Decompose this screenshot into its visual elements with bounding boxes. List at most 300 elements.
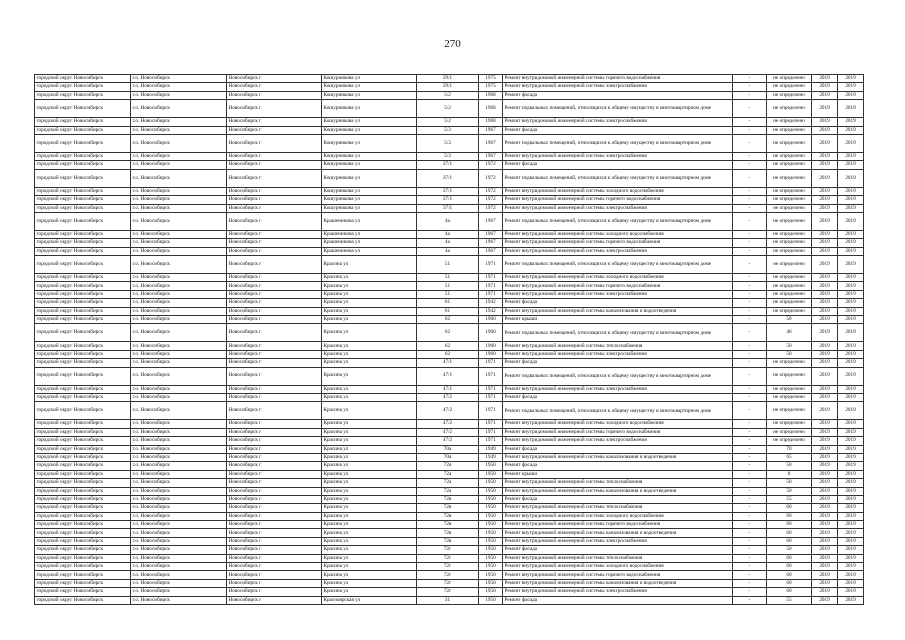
year-end-cell: 2019	[838, 546, 864, 554]
year-end-cell: 2019	[838, 512, 864, 520]
house-number-cell: 31	[417, 596, 479, 604]
table-row	[35, 75, 864, 83]
table-row	[35, 554, 864, 562]
street-cell: Красина ул	[322, 588, 417, 596]
year-start-cell: 2019	[812, 420, 838, 428]
work-type-cell: Ремонт фасада	[503, 91, 733, 99]
build-year-cell: 1971	[479, 393, 503, 401]
year-start-cell: 2019	[812, 134, 838, 152]
municipality-cell: г.о. Новосибирск	[131, 212, 227, 230]
year-start-cell: 2019	[812, 316, 838, 324]
municipality-cell: г.о. Новосибирск	[131, 247, 227, 255]
settlement-cell: Новосибирск г	[227, 282, 322, 290]
house-number-cell: 72г	[417, 554, 479, 562]
street-cell: Кошурникова ул	[322, 118, 417, 126]
table-row	[35, 385, 864, 393]
dash-cell: -	[733, 453, 767, 461]
work-type-cell: Ремонт внутридомовой инженерной системы горячего водоснабжения	[503, 282, 733, 290]
table-row	[35, 204, 864, 212]
city-district-cell: городской округ Новосибирск	[35, 75, 131, 83]
table-row	[35, 324, 864, 342]
year-end-cell: 2019	[838, 152, 864, 160]
year-start-cell: 2019	[812, 487, 838, 495]
year-start-cell: 2019	[812, 100, 838, 118]
year-end-cell: 2019	[838, 487, 864, 495]
year-end-cell: 2019	[838, 126, 864, 134]
settlement-cell: Новосибирск г	[227, 134, 322, 152]
municipality-cell: г.о. Новосибирск	[131, 230, 227, 238]
page-number: 270	[444, 38, 461, 50]
dash-cell: -	[733, 385, 767, 393]
dash-cell: -	[733, 579, 767, 587]
year-end-cell: 2019	[838, 428, 864, 436]
city-district-cell: городской округ Новосибирск	[35, 537, 131, 545]
municipality-cell: г.о. Новосибирск	[131, 571, 227, 579]
build-year-cell: 1950	[479, 479, 503, 487]
value-cell: не определено	[767, 100, 812, 118]
dash-cell: -	[733, 212, 767, 230]
value-cell: не определено	[767, 152, 812, 160]
municipality-cell: г.о. Новосибирск	[131, 588, 227, 596]
table-row	[35, 487, 864, 495]
city-district-cell: городской округ Новосибирск	[35, 521, 131, 529]
year-start-cell: 2019	[812, 161, 838, 169]
year-start-cell: 2019	[812, 187, 838, 195]
house-number-cell: 72а	[417, 479, 479, 487]
municipality-cell: г.о. Новосибирск	[131, 537, 227, 545]
house-number-cell: 62	[417, 324, 479, 342]
municipality-cell: г.о. Новосибирск	[131, 134, 227, 152]
city-district-cell: городской округ Новосибирск	[35, 445, 131, 453]
value-cell: не определено	[767, 169, 812, 187]
year-start-cell: 2019	[812, 359, 838, 367]
work-type-cell: Ремонт внутридомовой инженерной системы теплоснабжения	[503, 342, 733, 350]
street-cell: Крашенинова ул	[322, 239, 417, 247]
work-type-cell: Ремонт внутридомовой инженерной системы горячего водоснабжения	[503, 571, 733, 579]
year-start-cell: 2019	[812, 83, 838, 91]
work-type-cell: Ремонт фасада	[503, 445, 733, 453]
house-number-cell: 47/2	[417, 402, 479, 420]
value-cell: 60	[767, 537, 812, 545]
municipality-cell: г.о. Новосибирск	[131, 470, 227, 478]
value-cell: 55	[767, 495, 812, 503]
street-cell: Красина ул	[322, 420, 417, 428]
settlement-cell: Новосибирск г	[227, 204, 322, 212]
work-type-cell: Ремонт внутридомовой инженерной системы электроснабжения	[503, 118, 733, 126]
street-cell: Кошурникова ул	[322, 134, 417, 152]
value-cell: 50	[767, 462, 812, 470]
value-cell: не определено	[767, 91, 812, 99]
house-number-cell: 5/2	[417, 100, 479, 118]
dash-cell: -	[733, 196, 767, 204]
year-end-cell: 2019	[838, 342, 864, 350]
table-row	[35, 462, 864, 470]
settlement-cell: Новосибирск г	[227, 152, 322, 160]
dash-cell: -	[733, 512, 767, 520]
work-type-cell: Ремонт внутридомовой инженерной системы электроснабжения	[503, 204, 733, 212]
work-type-cell: Ремонт внутридомовой инженерной системы холодного водоснабжения	[503, 274, 733, 282]
work-type-cell: Ремонт подвальных помещений, относящихся к общему имуществу в многоквартирном доме	[503, 324, 733, 342]
table-row	[35, 91, 864, 99]
year-end-cell: 2019	[838, 161, 864, 169]
city-district-cell: городской округ Новосибирск	[35, 91, 131, 99]
work-type-cell: Ремонт подвальных помещений, относящихся к общему имуществу в многоквартирном доме	[503, 169, 733, 187]
dash-cell: -	[733, 83, 767, 91]
dash-cell: -	[733, 596, 767, 604]
settlement-cell: Новосибирск г	[227, 529, 322, 537]
settlement-cell: Новосибирск г	[227, 537, 322, 545]
house-number-cell: 72г	[417, 563, 479, 571]
year-start-cell: 2019	[812, 470, 838, 478]
street-cell: Красина ул	[322, 504, 417, 512]
table-row	[35, 571, 864, 579]
municipality-cell: г.о. Новосибирск	[131, 487, 227, 495]
year-start-cell: 2019	[812, 91, 838, 99]
value-cell: 60	[767, 554, 812, 562]
dash-cell: -	[733, 529, 767, 537]
year-end-cell: 2019	[838, 579, 864, 587]
year-end-cell: 2019	[838, 212, 864, 230]
dash-cell: -	[733, 350, 767, 358]
table-row	[35, 126, 864, 134]
city-district-cell: городской округ Новосибирск	[35, 274, 131, 282]
dash-cell: -	[733, 161, 767, 169]
street-cell: Красина ул	[322, 512, 417, 520]
year-end-cell: 2019	[838, 521, 864, 529]
house-number-cell: 72г	[417, 588, 479, 596]
street-cell: Красина ул	[322, 529, 417, 537]
municipality-cell: г.о. Новосибирск	[131, 385, 227, 393]
municipality-cell: г.о. Новосибирск	[131, 529, 227, 537]
dash-cell: -	[733, 324, 767, 342]
house-number-cell: 47/1	[417, 367, 479, 385]
dash-cell: -	[733, 274, 767, 282]
build-year-cell: 1960	[479, 342, 503, 350]
value-cell: не определено	[767, 428, 812, 436]
value-cell: 50	[767, 350, 812, 358]
settlement-cell: Новосибирск г	[227, 230, 322, 238]
city-district-cell: городской округ Новосибирск	[35, 204, 131, 212]
street-cell: Красина ул	[322, 521, 417, 529]
street-cell: Красина ул	[322, 495, 417, 503]
build-year-cell: 1950	[479, 487, 503, 495]
build-year-cell: 1971	[479, 290, 503, 298]
build-year-cell: 1950	[479, 504, 503, 512]
street-cell: Кошурникова ул	[322, 204, 417, 212]
work-type-cell: Ремонт внутридомовой инженерной системы электроснабжения	[503, 152, 733, 160]
city-district-cell: городской округ Новосибирск	[35, 152, 131, 160]
dash-cell: -	[733, 247, 767, 255]
dash-cell: -	[733, 134, 767, 152]
build-year-cell: 1950	[479, 596, 503, 604]
value-cell: не определено	[767, 230, 812, 238]
build-year-cell: 1949	[479, 453, 503, 461]
settlement-cell: Новосибирск г	[227, 579, 322, 587]
value-cell: 50	[767, 487, 812, 495]
build-year-cell: 1971	[479, 402, 503, 420]
house-number-cell: 62	[417, 342, 479, 350]
table-row	[35, 402, 864, 420]
settlement-cell: Новосибирск г	[227, 420, 322, 428]
street-cell: Красина ул	[322, 274, 417, 282]
dash-cell: -	[733, 479, 767, 487]
year-end-cell: 2019	[838, 274, 864, 282]
year-start-cell: 2019	[812, 118, 838, 126]
table-row	[35, 274, 864, 282]
year-start-cell: 2019	[812, 529, 838, 537]
value-cell: 46	[767, 324, 812, 342]
house-number-cell: 5/2	[417, 91, 479, 99]
dash-cell: -	[733, 393, 767, 401]
year-start-cell: 2019	[812, 212, 838, 230]
work-type-cell: Ремонт внутридомовой инженерной системы холодного водоснабжения	[503, 187, 733, 195]
work-type-cell: Ремонт внутридомовой инженерной системы холодного водоснабжения	[503, 512, 733, 520]
dash-cell: -	[733, 230, 767, 238]
house-number-cell: 51	[417, 290, 479, 298]
work-type-cell: Ремонт внутридомовой инженерной системы холодного водоснабжения	[503, 230, 733, 238]
year-end-cell: 2019	[838, 445, 864, 453]
value-cell: не определено	[767, 437, 812, 445]
year-start-cell: 2019	[812, 239, 838, 247]
work-type-cell: Ремонт внутридомовой инженерной системы электроснабжения	[503, 537, 733, 545]
dash-cell: -	[733, 563, 767, 571]
work-type-cell: Ремонт внутридомовой инженерной системы теплоснабжения	[503, 479, 733, 487]
year-start-cell: 2019	[812, 247, 838, 255]
table-row	[35, 187, 864, 195]
settlement-cell: Новосибирск г	[227, 212, 322, 230]
year-end-cell: 2019	[838, 350, 864, 358]
year-start-cell: 2019	[812, 563, 838, 571]
value-cell: не определено	[767, 75, 812, 83]
year-end-cell: 2019	[838, 529, 864, 537]
city-district-cell: городской округ Новосибирск	[35, 470, 131, 478]
table-row	[35, 453, 864, 461]
street-cell: Кошурникова ул	[322, 83, 417, 91]
work-type-cell: Ремонт внутридомовой инженерной системы канализования и водоотведения	[503, 487, 733, 495]
settlement-cell: Новосибирск г	[227, 274, 322, 282]
dash-cell: -	[733, 118, 767, 126]
work-type-cell: Ремонт крыши	[503, 470, 733, 478]
value-cell: 60	[767, 588, 812, 596]
work-type-cell: Ремонт внутридомовой инженерной системы холодного водоснабжения	[503, 563, 733, 571]
settlement-cell: Новосибирск г	[227, 428, 322, 436]
house-number-cell: 37/1	[417, 187, 479, 195]
street-cell: Кошурникова ул	[322, 75, 417, 83]
city-district-cell: городской округ Новосибирск	[35, 563, 131, 571]
street-cell: Кошурникова ул	[322, 187, 417, 195]
dash-cell: -	[733, 100, 767, 118]
year-end-cell: 2019	[838, 91, 864, 99]
build-year-cell: 1950	[479, 521, 503, 529]
dash-cell: -	[733, 316, 767, 324]
city-district-cell: городской округ Новосибирск	[35, 495, 131, 503]
municipality-cell: г.о. Новосибирск	[131, 428, 227, 436]
municipality-cell: г.о. Новосибирск	[131, 256, 227, 274]
house-number-cell: 72в	[417, 495, 479, 503]
city-district-cell: городской округ Новосибирск	[35, 100, 131, 118]
table-row	[35, 470, 864, 478]
settlement-cell: Новосибирск г	[227, 470, 322, 478]
build-year-cell: 1975	[479, 83, 503, 91]
dash-cell: -	[733, 367, 767, 385]
value-cell: не определено	[767, 256, 812, 274]
street-cell: Красина ул	[322, 290, 417, 298]
value-cell: не определено	[767, 367, 812, 385]
work-type-cell: Ремонт фасада	[503, 495, 733, 503]
table-body	[35, 75, 864, 605]
city-district-cell: городской округ Новосибирск	[35, 350, 131, 358]
year-end-cell: 2019	[838, 204, 864, 212]
table-row	[35, 239, 864, 247]
city-district-cell: городской округ Новосибирск	[35, 402, 131, 420]
municipality-cell: г.о. Новосибирск	[131, 169, 227, 187]
house-number-cell: 61	[417, 299, 479, 307]
street-cell: Кошурникова ул	[322, 91, 417, 99]
street-cell: Красина ул	[322, 537, 417, 545]
city-district-cell: городской округ Новосибирск	[35, 316, 131, 324]
value-cell: не определено	[767, 196, 812, 204]
year-start-cell: 2019	[812, 579, 838, 587]
table-row	[35, 290, 864, 298]
year-end-cell: 2019	[838, 307, 864, 315]
work-type-cell: Ремонт фасада	[503, 161, 733, 169]
year-start-cell: 2019	[812, 342, 838, 350]
work-type-cell: Ремонт подвальных помещений, относящихся к общему имуществу в многоквартирном доме	[503, 367, 733, 385]
city-district-cell: городской округ Новосибирск	[35, 324, 131, 342]
dash-cell: -	[733, 126, 767, 134]
work-type-cell: Ремонт внутридомовой инженерной системы канализования и водоотведения	[503, 579, 733, 587]
street-cell: Красина ул	[322, 367, 417, 385]
dash-cell: -	[733, 359, 767, 367]
dash-cell: -	[733, 152, 767, 160]
street-cell: Красина ул	[322, 307, 417, 315]
year-end-cell: 2019	[838, 563, 864, 571]
house-number-cell: 4а	[417, 239, 479, 247]
year-end-cell: 2019	[838, 118, 864, 126]
street-cell: Красина ул	[322, 479, 417, 487]
year-end-cell: 2019	[838, 324, 864, 342]
municipality-cell: г.о. Новосибирск	[131, 316, 227, 324]
settlement-cell: Новосибирск г	[227, 350, 322, 358]
street-cell: Красина ул	[322, 487, 417, 495]
municipality-cell: г.о. Новосибирск	[131, 239, 227, 247]
work-type-cell: Ремонт внутридомовой инженерной системы электроснабжения	[503, 437, 733, 445]
year-start-cell: 2019	[812, 274, 838, 282]
build-year-cell: 1967	[479, 239, 503, 247]
street-cell: Кошурникова ул	[322, 196, 417, 204]
settlement-cell: Новосибирск г	[227, 367, 322, 385]
table-row	[35, 100, 864, 118]
value-cell: 60	[767, 571, 812, 579]
city-district-cell: городской округ Новосибирск	[35, 579, 131, 587]
year-start-cell: 2019	[812, 521, 838, 529]
municipality-cell: г.о. Новосибирск	[131, 91, 227, 99]
year-start-cell: 2019	[812, 546, 838, 554]
year-end-cell: 2019	[838, 230, 864, 238]
city-district-cell: городской округ Новосибирск	[35, 479, 131, 487]
city-district-cell: городской округ Новосибирск	[35, 596, 131, 604]
year-end-cell: 2019	[838, 75, 864, 83]
year-end-cell: 2019	[838, 290, 864, 298]
table-row	[35, 521, 864, 529]
year-start-cell: 2019	[812, 290, 838, 298]
build-year-cell: 1967	[479, 152, 503, 160]
settlement-cell: Новосибирск г	[227, 324, 322, 342]
build-year-cell: 1950	[479, 495, 503, 503]
street-cell: Кошурникова ул	[322, 152, 417, 160]
work-type-cell: Ремонт фасада	[503, 126, 733, 134]
house-number-cell: 72а	[417, 487, 479, 495]
value-cell: 60	[767, 529, 812, 537]
table-row	[35, 495, 864, 503]
settlement-cell: Новосибирск г	[227, 571, 322, 579]
house-number-cell: 47/2	[417, 437, 479, 445]
year-end-cell: 2019	[838, 437, 864, 445]
year-start-cell: 2019	[812, 152, 838, 160]
settlement-cell: Новосибирск г	[227, 169, 322, 187]
house-number-cell: 5/2	[417, 118, 479, 126]
dash-cell: -	[733, 470, 767, 478]
table-row	[35, 579, 864, 587]
dash-cell: -	[733, 554, 767, 562]
house-number-cell: 72а	[417, 470, 479, 478]
city-district-cell: городской округ Новосибирск	[35, 428, 131, 436]
year-start-cell: 2019	[812, 126, 838, 134]
municipality-cell: г.о. Новосибирск	[131, 420, 227, 428]
house-number-cell: 62	[417, 316, 479, 324]
city-district-cell: городской округ Новосибирск	[35, 169, 131, 187]
work-type-cell: Ремонт подвальных помещений, относящихся к общему имуществу в многоквартирном доме	[503, 212, 733, 230]
municipality-cell: г.о. Новосибирск	[131, 342, 227, 350]
year-start-cell: 2019	[812, 428, 838, 436]
house-number-cell: 72в	[417, 521, 479, 529]
year-start-cell: 2019	[812, 204, 838, 212]
work-type-cell: Ремонт подвальных помещений, относящихся к общему имуществу в многоквартирном доме	[503, 256, 733, 274]
municipality-cell: г.о. Новосибирск	[131, 359, 227, 367]
build-year-cell: 1972	[479, 187, 503, 195]
house-number-cell: 72г	[417, 579, 479, 587]
work-type-cell: Ремонт внутридомовой инженерной системы канализования и водоотведения	[503, 529, 733, 537]
city-district-cell: городской округ Новосибирск	[35, 299, 131, 307]
year-start-cell: 2019	[812, 537, 838, 545]
municipality-cell: г.о. Новосибирск	[131, 393, 227, 401]
municipality-cell: г.о. Новосибирск	[131, 350, 227, 358]
settlement-cell: Новосибирск г	[227, 495, 322, 503]
year-start-cell: 2019	[812, 75, 838, 83]
city-district-cell: городской округ Новосибирск	[35, 282, 131, 290]
build-year-cell: 1950	[479, 571, 503, 579]
value-cell: не определено	[767, 212, 812, 230]
build-year-cell: 1971	[479, 256, 503, 274]
city-district-cell: городской округ Новосибирск	[35, 504, 131, 512]
settlement-cell: Новосибирск г	[227, 299, 322, 307]
table-row	[35, 512, 864, 520]
settlement-cell: Новосибирск г	[227, 479, 322, 487]
dash-cell: -	[733, 204, 767, 212]
house-number-cell: 4а	[417, 212, 479, 230]
table-row	[35, 428, 864, 436]
table-row	[35, 83, 864, 91]
year-end-cell: 2019	[838, 588, 864, 596]
dash-cell: -	[733, 91, 767, 99]
city-district-cell: городской округ Новосибирск	[35, 420, 131, 428]
city-district-cell: городской округ Новосибирск	[35, 385, 131, 393]
table-row	[35, 529, 864, 537]
settlement-cell: Новосибирск г	[227, 596, 322, 604]
value-cell: не определено	[767, 402, 812, 420]
year-start-cell: 2019	[812, 588, 838, 596]
municipality-cell: г.о. Новосибирск	[131, 118, 227, 126]
